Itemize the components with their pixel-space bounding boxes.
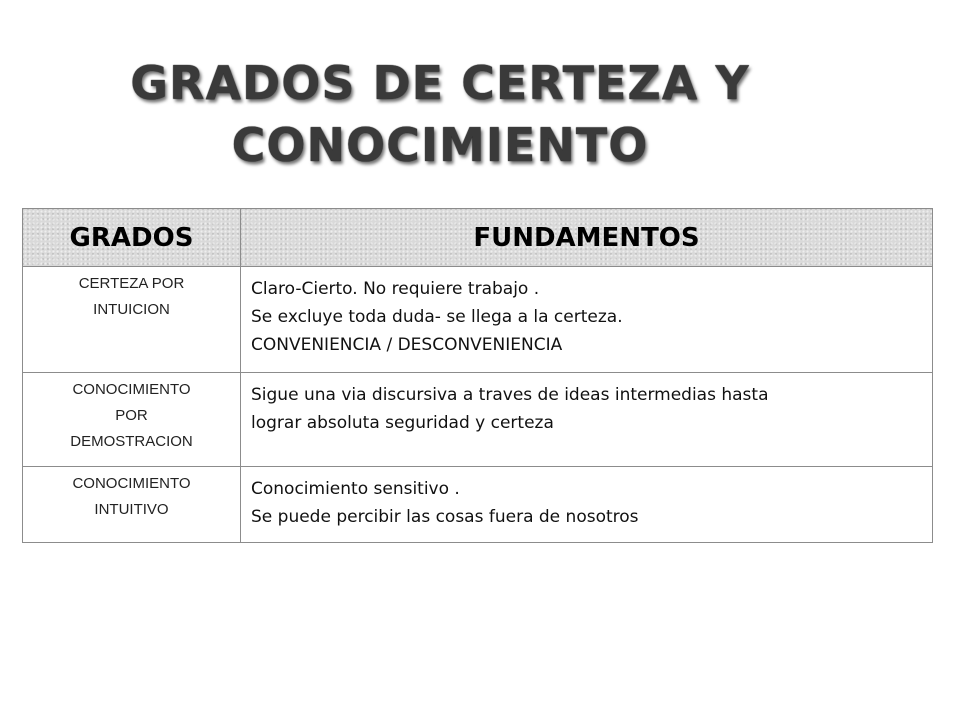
basis-cell [241, 467, 933, 543]
grade-text-line: DEMOSTRACION [70, 433, 193, 450]
basis-text-line: Sigue una via discursiva a traves de ideas intermedias hasta [251, 385, 769, 405]
basis-text-line: CONVENIENCIA / DESCONVENIENCIA [251, 335, 563, 355]
table-row [23, 267, 933, 373]
basis-text-line: Claro-Cierto. No requiere trabajo . [251, 279, 540, 299]
grade-text-line: POR [115, 407, 148, 424]
grade-text-line: CONOCIMIENTO [72, 475, 191, 492]
grade-cell [23, 467, 241, 543]
title-line-2: CONOCIMIENTO [231, 118, 649, 172]
grade-text-line: INTUICION [93, 301, 170, 318]
basis-text-line: Conocimiento sensitivo . [251, 479, 460, 499]
table-row [23, 373, 933, 467]
basis-text-line: Se puede percibir las cosas fuera de nosotros [251, 507, 639, 527]
column-header-grados: GRADOS [23, 209, 241, 267]
grade-cell [23, 267, 241, 373]
column-header-fundamentos: FUNDAMENTOS [241, 209, 933, 267]
title-line-1: GRADOS DE CERTEZA Y [130, 56, 750, 110]
grades-table [22, 208, 933, 543]
basis-cell [241, 373, 933, 467]
basis-cell [241, 267, 933, 373]
grade-text-line: CERTEZA POR [78, 275, 185, 292]
basis-text-line: lograr absoluta seguridad y certeza [251, 413, 554, 433]
page-title [0, 52, 880, 176]
grade-text-line: INTUITIVO [94, 501, 169, 518]
table-header-row [23, 209, 933, 267]
grade-cell [23, 373, 241, 467]
basis-text-line: Se excluye toda duda- se llega a la certeza. [251, 307, 623, 327]
table-row [23, 467, 933, 543]
grade-text-line: CONOCIMIENTO [72, 381, 191, 398]
